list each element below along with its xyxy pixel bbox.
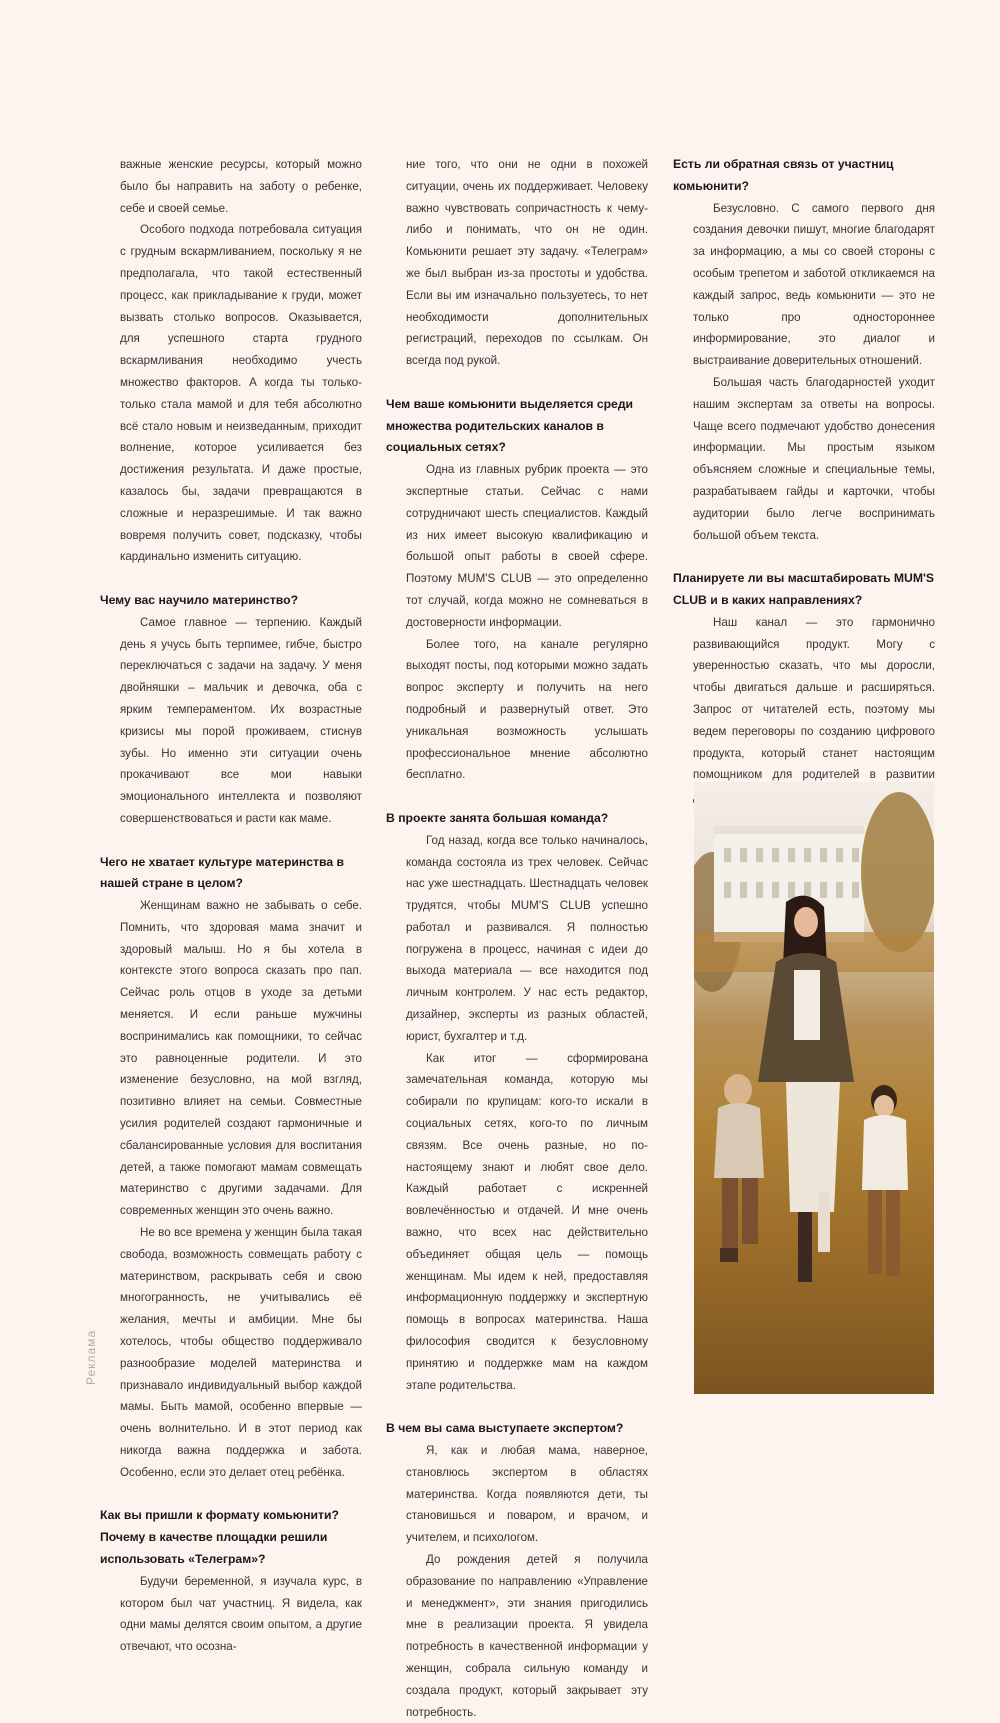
article-column-2 xyxy=(386,154,648,1723)
boy-figure xyxy=(714,1074,764,1262)
body-paragraph: Наш канал — это гармонично развивающийся продукт. Могу с уверенностью сказать, что мы доросли, чтобы двигаться дальше и расширяться. Запрос от читателей есть, поэтому мы ведем переговоры по созданию цифрового продукта, который станет настоящим помощником для родителей в развитии xyxy=(693,615,935,782)
body-paragraph: До рождения детей я получила образование по направлению «Управление и менеджмент», эти знания пригодились мне в реализации проекта. Я увидела потребность в качественной информации у женщин, собрала сильную команду и создала продукт, который закрывает эту потребность. xyxy=(406,1553,648,1719)
question-heading: Планируете ли вы масштабировать MUM'S CLUB и в каких направлениях? xyxy=(673,571,935,607)
body-paragraph: Особого подхода потребовала ситуация с грудным вскармливанием, поскольку я не предполагала, что такой естественный процесс, как прикладывание к груди, может вызвать столько вопросов. Оказывается, для успешного старта грудного вскармливания необходимо учесть множество факторов. А когда ты только-только стала мамой и для тебя абсолютно всё стало новым и неизведанным, приходит волнение, которое усиливается без достижения результата. И даже простые, казалось бы, задачи превращаются в сложные и неразрешимые. И так важно вовремя получить совет, подсказку, чтобы кардинально изменить ситуацию. xyxy=(120,223,362,564)
body-paragraph: Будучи беременной, я изучала курс, в котором был чат участниц. Я видела, как одни мамы делятся своим опытом, а другие отвечают, что осозна- xyxy=(120,1574,362,1654)
body-paragraph: Более того, на канале регулярно выходят посты, под которыми можно задать вопрос эксперту и получить на него подробный и развернутый ответ. Это уникальная возможность услышать профессиональное мнение абсолютно бесплатно. xyxy=(406,637,648,782)
body-paragraph: Женщинам важно не забывать о себе. Помнить, что здоровая мама значит и здоровый малыш. Но я бы хотела в контексте этого вопроса сказать про пап. Сейчас роль отцов в уходе за детьми меняется. И если раньше мужчины воспринимались как помощники, то сейчас это равноценные родители. И это изменение безусловно, на мой взгляд, позитивно влияет на семьи. Совместные усилия родителей создают гармоничные и сбалансированные условия для воспитания детей, а также помогают мамам совмещать материнство с другими задачами. Для современных женщин это очень важно. xyxy=(120,899,362,1218)
body-paragraph: Безусловно. С самого первого дня создания девочки пишут, многие благодарят за информацию, а мы со своей стороны с особым трепетом и заботой откликаемся на каждый запрос, ведь комьюнити — это не только про одностороннее информирование, это диалог и выстраивание доверительных отношений. xyxy=(693,201,935,368)
question-heading: Чему вас научило материнство? xyxy=(100,592,299,607)
paragraph-gap xyxy=(100,830,362,852)
girl-figure xyxy=(862,1085,908,1276)
question-heading: В проекте занята большая команда? xyxy=(386,810,609,825)
article-column-1 xyxy=(100,154,362,1658)
body-paragraph: Как итог — сформирована замечательная команда, которую мы собирали по крупицам: кого-то искали в социальных сетях, кого-то по личным связям. Все очень разные, но по-настоящему знают и любят свое дело. Каждый работает с искренней вовлечённостью и отдачей. И мне очень важно, что всех нас действительно объединяет общая цель — помощь женщинам. Мы идем к ней, предоставляя информационную поддержку и экспертную помощь в вопросах материнства. Наша философия сводится к безусловному принятию и поддержке мам на каждом этапе родительства. xyxy=(406,1051,648,1392)
question-heading: Чего не хватает культуре материнства в нашей стране в целом? xyxy=(100,854,345,891)
family-photo xyxy=(694,782,934,1394)
paragraph-gap xyxy=(673,546,935,568)
body-paragraph: ние того, что они не одни в похожей ситуации, очень их поддерживает. Человеку важно чувствовать сопричастность к чему-либо и понимать, что он не один. Комьюнити решает эту задачу. «Телеграм» же был выбран из-за простоты и удобства. Если вы им изначально пользуетесь, то нет необходимости дополнительных регистраций, переходов по ссылкам. Он всегда под рукой. xyxy=(406,158,648,368)
photo-illustration xyxy=(694,782,934,1394)
body-paragraph: Не во все времена у женщин была такая свобода, возможность совмещать работу с материнством, раскрывать себя и свою многогранность, не учитывались её желания, мечты и амбиции. Мне бы хотелось, чтобы общество поддерживало разнообразие моделей материнства и признавало индивидуальный выбор каждой мамы. Быть мамой, особенно впервые — очень волнительно. И в этот период как никогда важна поддержка и забота. Особенно, если это делает отец ребёнка. xyxy=(120,1226,362,1479)
body-paragraph: Большая часть благодарностей уходит нашим экспертам за ответы на вопросы. Чаще всего подмечают удобство донесения информации. Мы простым языком объясняем сложные и специальные темы, разрабатываем гайды и карточки, чтобы аудитории было легче воспринимать большой объем текста. xyxy=(693,375,935,542)
question-heading: Есть ли обратная связь от участниц комьюнити? xyxy=(673,157,894,193)
paragraph-gap xyxy=(386,1396,648,1418)
body-paragraph: важные женские ресурсы, который можно было бы направить на заботу о ребенке, себе и своей семье. xyxy=(120,158,362,215)
paragraph-gap xyxy=(100,568,362,590)
paragraph-gap xyxy=(386,786,648,808)
question-heading: В чем вы сама выступаете экспертом? xyxy=(386,1421,624,1436)
paragraph-gap xyxy=(100,1484,362,1506)
body-paragraph: Год назад, когда все только начиналось, команда состояла из трех человек. Сейчас нас уже шестнадцать. Шестнадцать человек трудятся, чтобы MUM'S CLUB успешно работал и развивался. Я полностью погружена в процесс, начиная с идеи до выхода материала — все находится под личным контролем. У нас есть редактор, дизайнер, эксперты из разных областей, юрист, бухгалтер и т.д. xyxy=(406,833,648,1043)
question-heading: Как вы пришли к формату комьюнити? Почему в качестве площадки решили использовать «Телеграм»? xyxy=(100,1508,339,1566)
advertisement-label: Реклама xyxy=(84,1329,98,1385)
article-column-3 xyxy=(673,154,935,808)
palace-cornice xyxy=(714,826,864,834)
paragraph-gap xyxy=(386,372,648,394)
body-paragraph: Самое главное — терпению. Каждый день я учусь быть терпимее, гибче, быстро переключаться с задачи на задачу. У меня двойняшки – мальчик и девочка, оба с ярким темпераментом. Их возрастные кризисы мы порой проживаем, стиснув зубы. Но именно эти ситуации очень прокачивают все мои навыки эмоционального интеллекта и позволяют совершенствоваться и расти как маме. xyxy=(120,615,362,825)
body-paragraph: Я, как и любая мама, наверное, становлюсь экспертом в областях материнства. Когда появляются дети, ты становишься и поваром, и врачом, и учителем, и психологом. xyxy=(406,1444,648,1545)
body-paragraph: Одна из главных рубрик проекта — это экспертные статьи. Сейчас с нами сотрудничают шесть специалистов. Каждый из них имеет высокую квалификацию и большой опыт работы в своей сфере. Поэтому MUM'S CLUB — это определенно тот случай, когда можно не сомневаться в достоверности информации. xyxy=(406,463,648,629)
tree-right xyxy=(861,792,934,952)
question-heading: Чем ваше комьюнити выделяется среди множества родительских каналов в социальных сетях? xyxy=(386,396,634,455)
